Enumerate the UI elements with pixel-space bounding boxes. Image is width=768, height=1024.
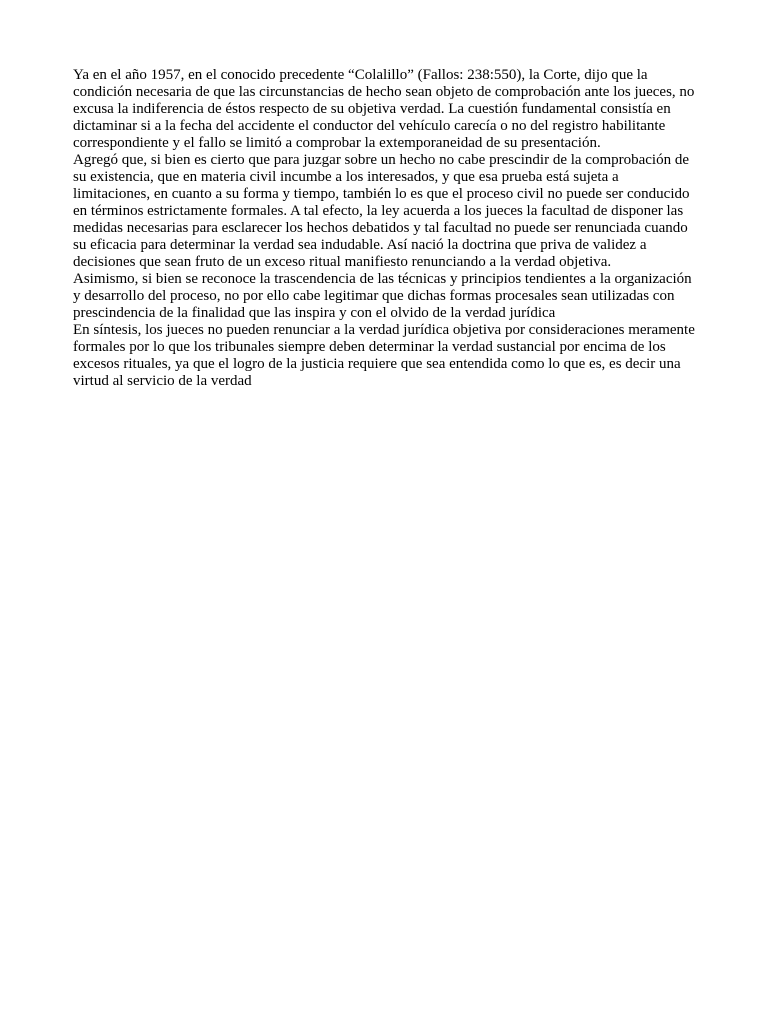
paragraph-procedural-forms: Asimismo, si bien se reconoce la trascendencia de las técnicas y principios tendientes a la organización y desarrollo del proceso, no por ello cabe legitimar que dichas formas procesales sean utilizadas con prescindencia de la finalidad que las inspira y con el olvido de la verdad jurídica (73, 271, 692, 321)
paragraph-synthesis: En síntesis, los jueces no pueden renunciar a la verdad jurídica objetiva por consideraciones meramente formales por lo que los tribunales siempre deben determinar la verdad sustancial por encima de los excesos rituales, ya que el logro de la justicia requiere que sea entendida como lo que es, es decir una virtud al servicio de la verdad (73, 322, 695, 389)
paragraph-court-reasoning: Agregó que, si bien es cierto que para juzgar sobre un hecho no cabe prescindir de la comprobación de su existencia, que en materia civil incumbe a los interesados, y que esa prueba está sujeta a limitaciones, en cuanto a su forma y tiempo, también lo es que el proceso civil no puede ser conducido en términos estrictamente formales. A tal efecto, la ley acuerda a los jueces la facultad de disponer las medidas necesarias para esclarecer los hechos debatidos y tal facultad no puede ser renunciada cuando su eficacia para determinar la verdad sea indudable. Así nació la doctrina que priva de validez a decisiones que sean fruto de un exceso ritual manifiesto renunciando a la verdad objetiva. (73, 152, 690, 270)
document-body (73, 67, 698, 390)
paragraph-colalillo-precedent: Ya en el año 1957, en el conocido precedente “Colalillo” (Fallos: 238:550), la Corte, dijo que la condición necesaria de que las circunstancias de hecho sean objeto de comprobación ante los jueces, no excusa la indiferencia de éstos respecto de su objetiva verdad. La cuestión fundamental consistía en dictaminar si a la fecha del accidente el conductor del vehículo carecía o no del registro habilitante correspondiente y el fallo se limitó a comprobar la extemporaneidad de su presentación. (73, 67, 695, 151)
